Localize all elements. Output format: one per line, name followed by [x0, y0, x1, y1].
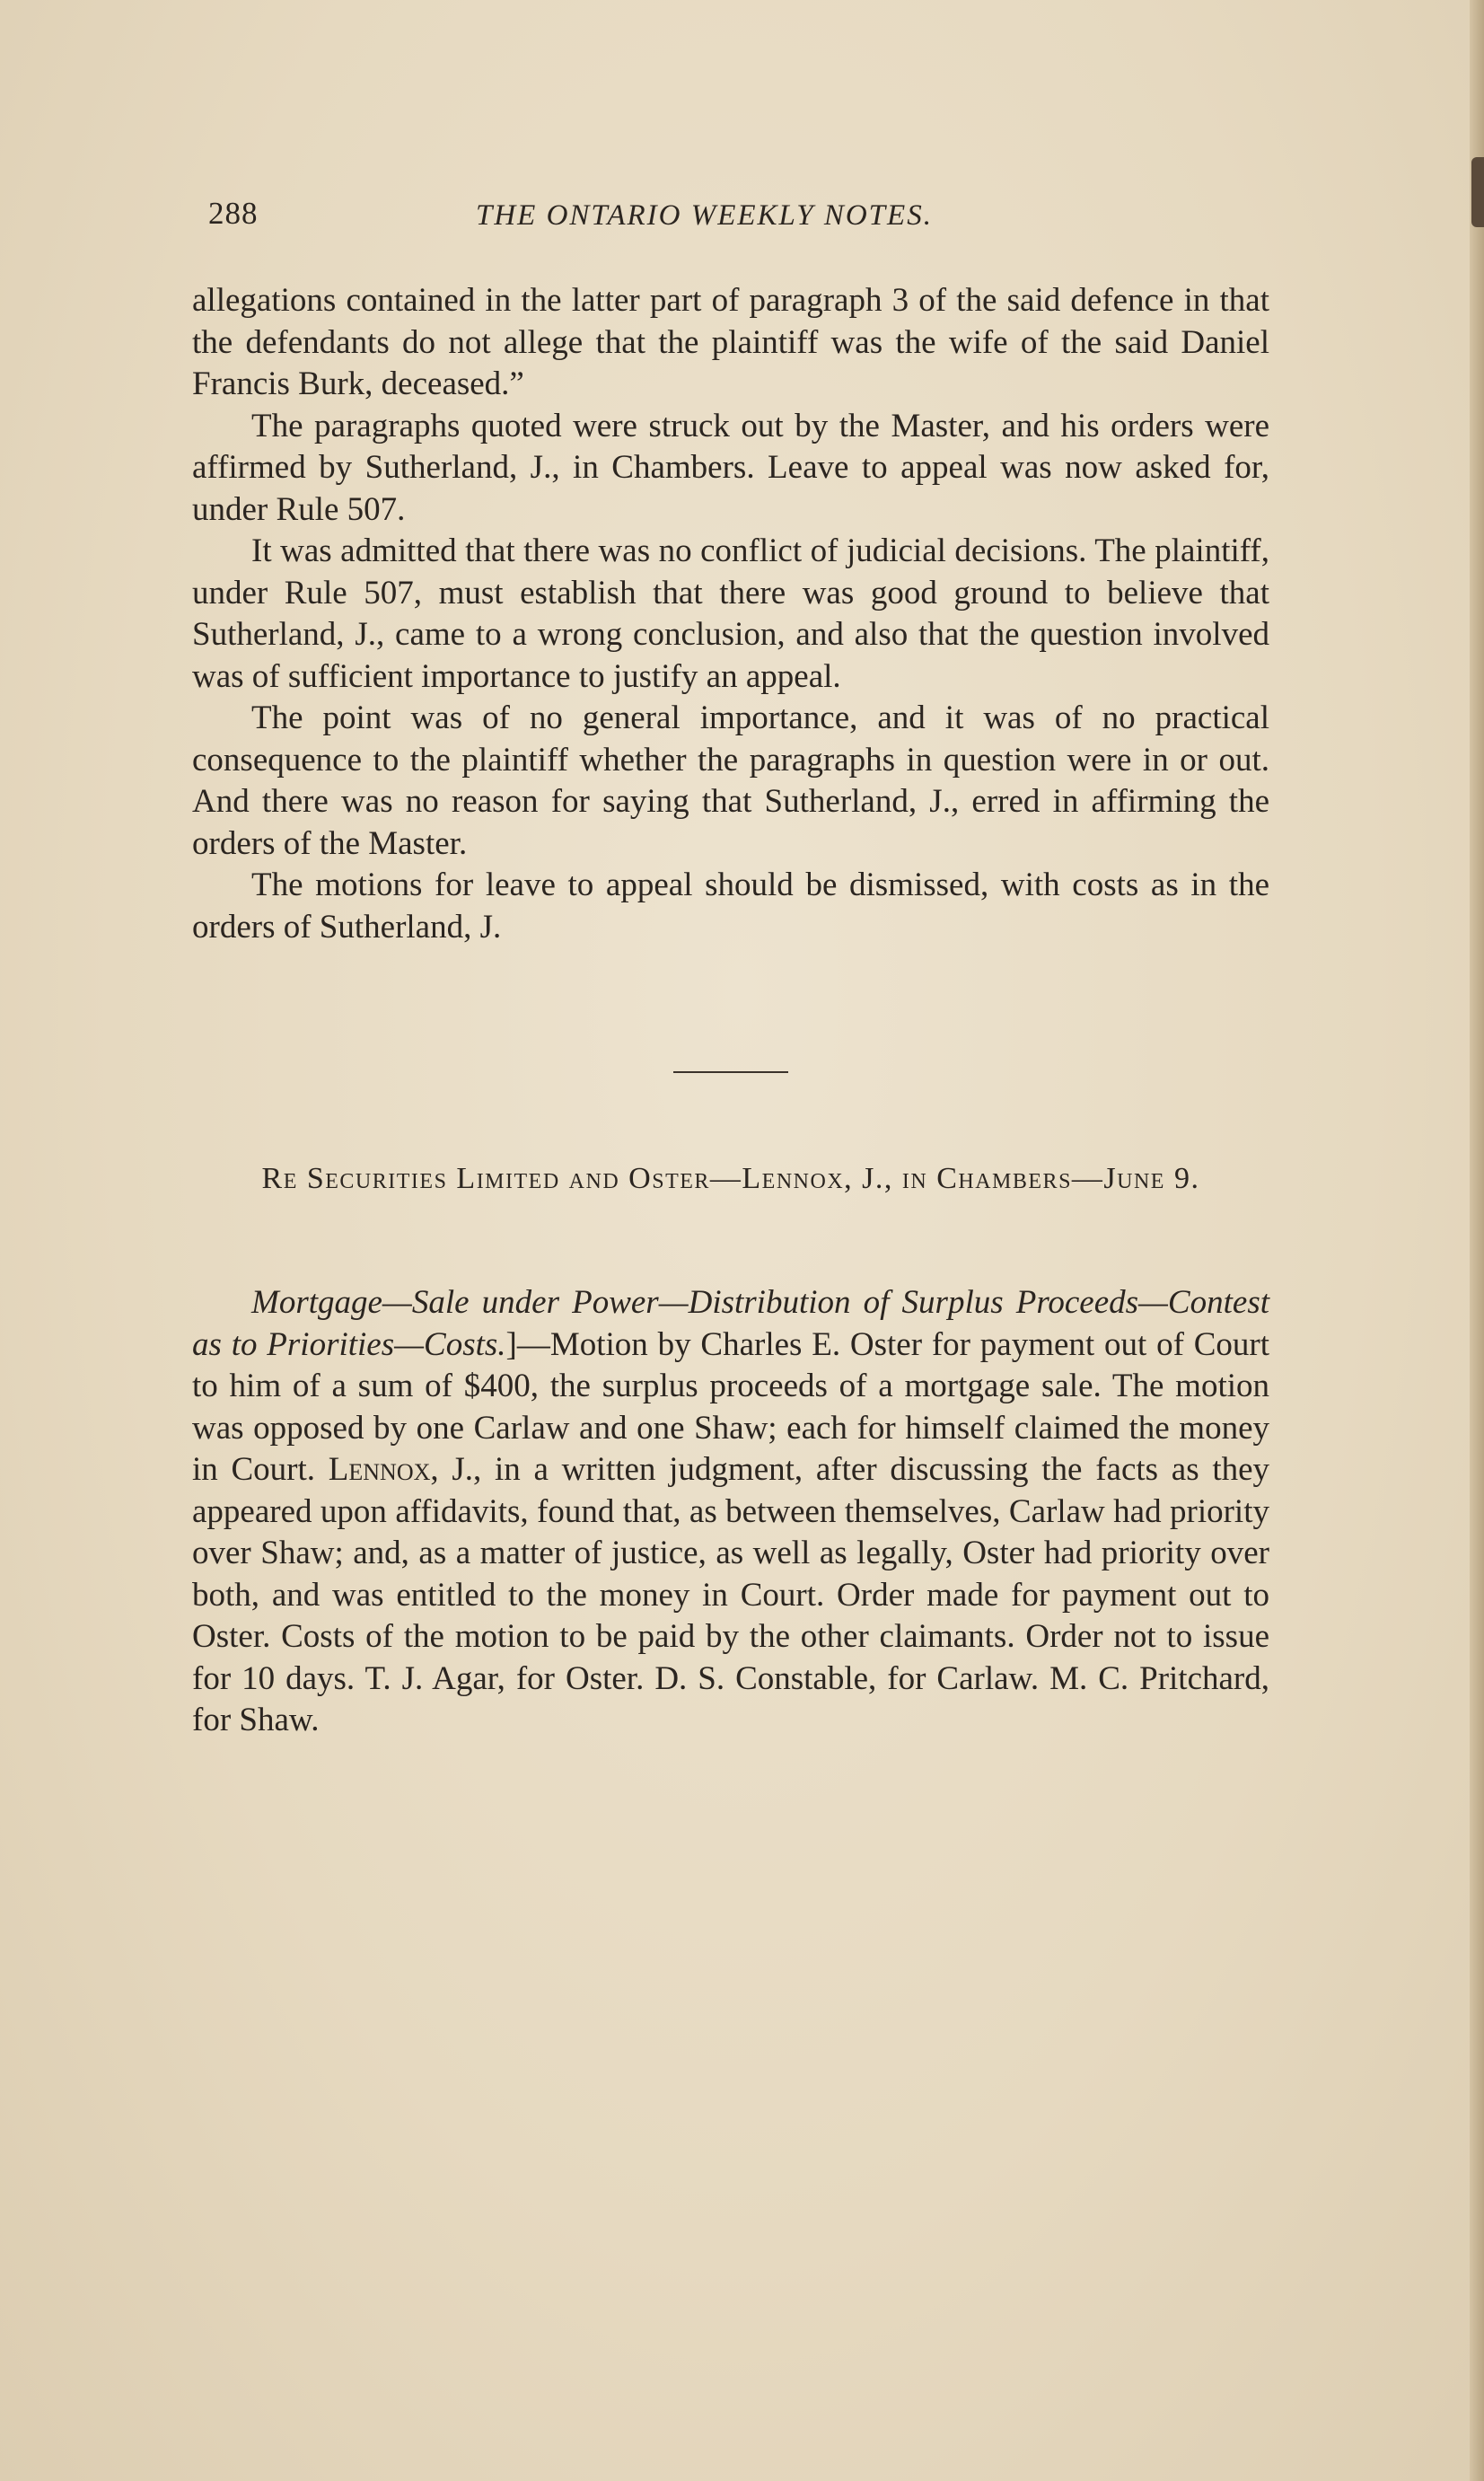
headnote: Mortgage—Sale under Power—Distribution of Surplus Proceeds—Contest as to Priorities—Costs. — [192, 1284, 1269, 1363]
paragraph: The point was of no general importance, and it was of no practical consequence to the plaintiff whether the paragraphs in question were in or out. And there was no reason for saying that Sutherland, J., erred in affirming the orders of the Master. — [192, 699, 1269, 862]
page-tab-mark — [1471, 157, 1484, 227]
case-body-start: ]—Motion by Charles E. Oster for payment out of Court to him of a sum of $400, the surplus proceeds of a mortgage sale. The motion was opposed by one Carlaw and one Shaw; each for himself claimed the money in Court. — [192, 1325, 1269, 1488]
paragraph: It was admitted that there was no conflict of judicial decisions. The plaintiff, under Rule 507, must establish that there was good ground to believe that Sutherland, J., came to a wrong conclusion, and also that the question involved was of sufficient importance to justify an appeal. — [192, 532, 1269, 695]
case-paragraph — [192, 1282, 1269, 1742]
page-number: 288 — [208, 196, 259, 231]
paragraph: The motions for leave to appeal should be dismissed, with costs as in the orders of Sutherland, J. — [192, 867, 1269, 946]
paragraph: allegations contained in the latter part of paragraph 3 of the said defence in that the defendants do not allege that the plaintiff was the wife of the said Daniel Francis Burk, deceased.” — [192, 282, 1269, 402]
case-report — [192, 1282, 1269, 1742]
section-divider — [673, 1071, 788, 1073]
page-header — [199, 196, 1277, 246]
paragraph: The paragraphs quoted were struck out by the Master, and his orders were affirmed by Sutherland, J., in Chambers. Leave to appeal was now asked for, under Rule 507. — [192, 407, 1269, 528]
case-title: Re Securities Limited and Oster—Lennox, J., in Chambers—June 9. — [261, 1162, 1200, 1195]
continued-judgment — [192, 280, 1269, 948]
running-head: THE ONTARIO WEEKLY NOTES. — [476, 199, 933, 232]
page-edge — [1470, 0, 1484, 2481]
case-body-end: , J., in a written judgment, after discussing the facts as they appeared upon affidavits, found that, as between themselves, Carlaw had priority over Shaw; and, as a matter of justice, as well as legally, Oster had priority over both, and was entitled to the money in Court. Order made for payment out to Oster. Costs of the motion to be paid by the other claimants. Order not to issue for 10 days. T. J. Agar, for Oster. D. S. Constable, for Carlaw. M. C. Pritchard, for Shaw. — [192, 1451, 1270, 1738]
judge-name: Lennox — [328, 1451, 431, 1488]
